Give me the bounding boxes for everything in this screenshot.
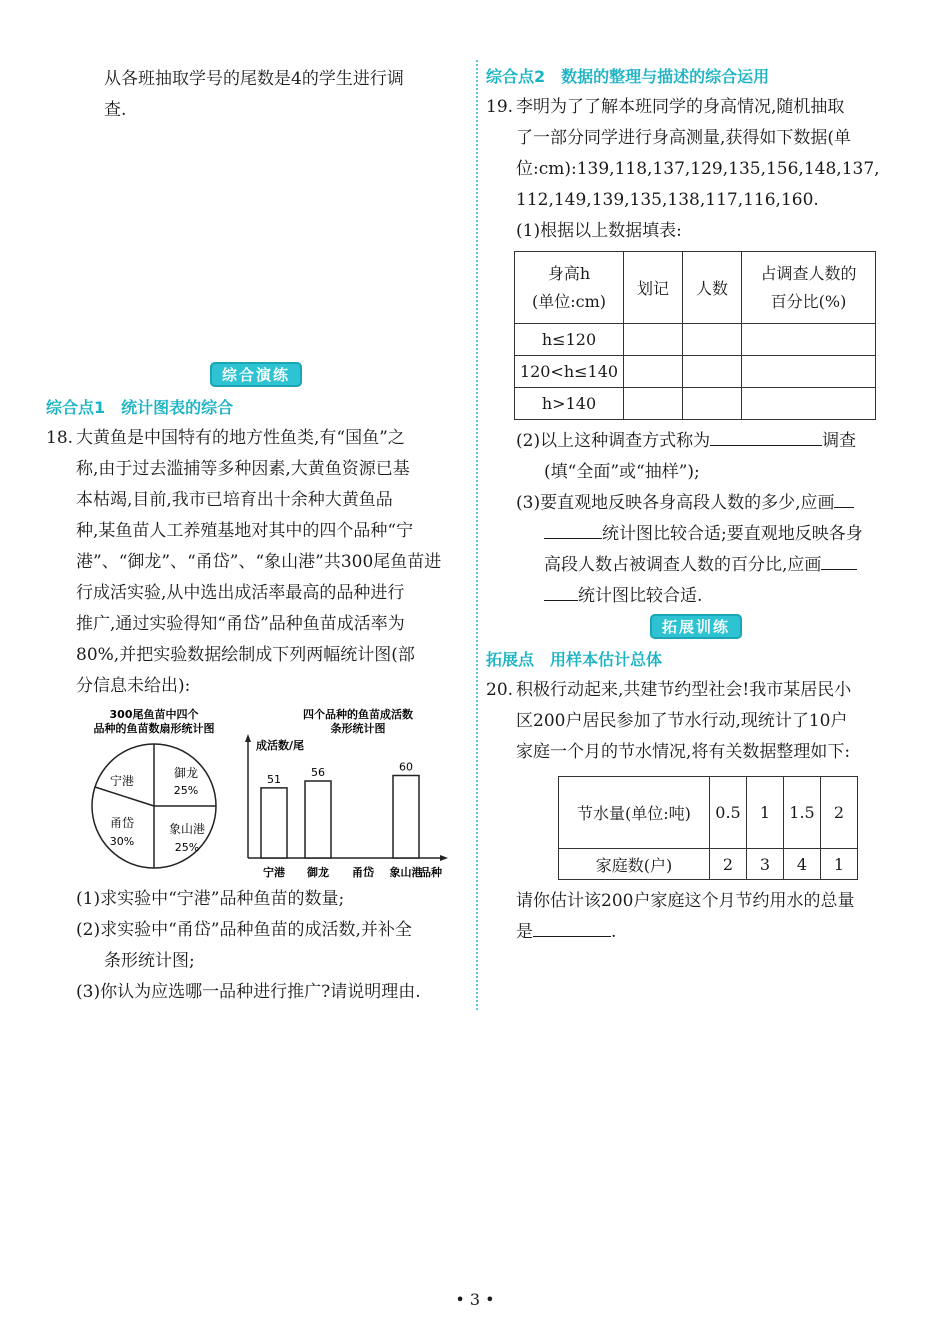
pie-title-line2: 品种的鱼苗数扇形统计图 (93, 722, 215, 735)
table-row (515, 388, 876, 420)
answer-blank[interactable] (821, 551, 857, 570)
q19-line (486, 92, 906, 123)
page-number: • 3 • (455, 1290, 495, 1309)
pie-label-yulong: 御龙 (173, 766, 199, 780)
point1-title: 统计图表的综合 (121, 398, 234, 417)
blank-cell[interactable] (742, 388, 876, 420)
q18-text: 大黄鱼是中国特有的地方性鱼类,有“国鱼”之 (76, 428, 405, 448)
bar-chart (236, 704, 466, 884)
q20-ask-answer (486, 917, 906, 948)
q18-sub-3: (3)你认为应选哪一品种进行推广?请说明理由. (76, 982, 421, 1002)
q18-sub-1: (1)求实验中“宁港”品种鱼苗的数量; (76, 889, 345, 909)
row-label: 家庭数(户) (559, 849, 710, 880)
continued-line-2: 查. (104, 100, 127, 120)
water-table (558, 776, 858, 880)
header-text: 身高h (547, 263, 591, 283)
table-cell: 4 (784, 849, 821, 880)
q19-part1: (1)根据以上数据填表: (516, 221, 682, 241)
q20-ask-text: 是 (516, 922, 533, 942)
blank-cell[interactable] (742, 356, 876, 388)
header-tally: 划记 (624, 252, 683, 324)
header-percent (742, 252, 876, 324)
q19-text: 李明为了了解本班同学的身高情况,随机抽取 (516, 97, 845, 117)
row-label: h>140 (515, 388, 624, 420)
q18-sub-2-cont: 条形统计图; (104, 951, 195, 971)
pie-title-line1: 300尾鱼苗中四个 (109, 708, 199, 721)
x-axis-label: 品种 (420, 866, 442, 879)
bar-0 (261, 788, 287, 858)
q18-line: 本枯竭,目前,我市已培育出十余种大黄鱼品 (76, 490, 393, 510)
question-19 (486, 92, 906, 612)
answer-blank[interactable] (533, 918, 611, 937)
blank-cell[interactable] (683, 388, 742, 420)
header-text: 百分比(%) (770, 291, 847, 311)
question-20 (486, 675, 906, 948)
blank-cell[interactable] (624, 388, 683, 420)
section-heading-point1 (46, 393, 466, 423)
ext-tag: 拓展点 (486, 650, 535, 669)
table-cell: 1 (821, 849, 858, 880)
section-banner-tuozhan: 拓展训练 (650, 614, 742, 639)
bar-value-label: 60 (399, 760, 413, 774)
q19-part2-text: (2)以上这种调查方式称为 (516, 431, 711, 451)
table-cell: 0.5 (710, 777, 747, 849)
ext-title: 用样本估计总体 (550, 650, 663, 669)
bar-title-line1: 四个品种的鱼苗成活数 (303, 708, 413, 721)
row-label: h≤120 (515, 324, 624, 356)
q18-line: 80%,并把实验数据绘制成下列两幅统计图(部 (76, 645, 415, 665)
header-text: 占调查人数的 (760, 263, 857, 283)
x-tick-label: 宁港 (263, 866, 285, 879)
q19-part3-text: (3)要直观地反映各身高段人数的多少,应画 (516, 493, 835, 513)
q18-line: 种,某鱼苗人工养殖基地对其中的四个品种“宁 (76, 521, 414, 541)
table-row (559, 849, 858, 880)
row-label: 节水量(单位:吨) (559, 777, 710, 849)
q19-line: 112,149,139,135,138,117,116,160. (516, 190, 819, 210)
table-row (559, 777, 858, 849)
bar-value-label: 51 (267, 772, 281, 786)
answer-blank[interactable] (544, 582, 578, 601)
q20-ask: 请你估计该200户家庭这个月节约用水的总量 (516, 891, 855, 911)
blank-cell[interactable] (624, 324, 683, 356)
y-axis-arrow (245, 734, 251, 742)
q19-line: 位:cm):139,118,137,129,135,156,148,137, (516, 159, 880, 179)
q18-sub-2: (2)求实验中“甬岱”品种鱼苗的成活数,并补全 (76, 920, 412, 940)
q19-line: 了一部分同学进行身高测量,获得如下数据(单 (516, 128, 852, 148)
q20-number: 20. (486, 680, 514, 700)
q19-part3-line (486, 581, 906, 612)
banner-wrap (486, 614, 906, 639)
right-column (486, 56, 906, 948)
table-cell: 1 (747, 777, 784, 849)
q20-line: 区200户居民参加了节水行动,现统计了10户 (516, 711, 848, 731)
q19-part3-line (486, 488, 906, 519)
q18-subquestions (46, 884, 466, 1008)
q20-line: 家庭一个月的节水情况,将有关数据整理如下: (516, 742, 851, 762)
q19-part2-suffix: 调查 (822, 431, 857, 451)
q20-line (486, 675, 906, 706)
q18-line: 称,由于过去滥捕等多种因素,大黄鱼资源已基 (76, 459, 410, 479)
pie-chart (74, 704, 234, 884)
q19-part2-hint: (填“全面”或“抽样”); (544, 462, 700, 482)
q19-part3-text: 统计图比较合适. (578, 586, 703, 606)
section-heading-ext (486, 645, 906, 675)
q19-part2 (486, 426, 906, 457)
x-axis-arrow (440, 855, 448, 861)
left-column (46, 56, 466, 1008)
q20-ask-end: . (611, 922, 617, 942)
q18-line: 港”、“御龙”、“甬岱”、“象山港”共300尾鱼苗进 (76, 552, 442, 572)
pie-label-ninggang: 宁港 (109, 774, 135, 788)
pie-label-xiangshangang: 象山港 (168, 822, 206, 836)
q18-line (46, 423, 466, 454)
section-banner-zonghe: 综合演练 (210, 362, 302, 387)
point2-title: 数据的整理与描述的综合运用 (561, 67, 770, 86)
pie-value-yongdai: 30% (109, 835, 135, 848)
bar-1 (305, 781, 331, 858)
header-text: (单位:cm) (531, 291, 606, 311)
q19-part3-line (486, 550, 906, 581)
blank-cell[interactable] (624, 356, 683, 388)
table-header-row (515, 252, 876, 324)
table-cell: 2 (710, 849, 747, 880)
banner-wrap (46, 362, 466, 387)
row-label: 120<h≤140 (515, 356, 624, 388)
x-tick-label: 御龙 (307, 866, 329, 879)
answer-blank[interactable] (544, 520, 602, 539)
q20-text: 积极行动起来,共建节约型社会!我市某居民小 (516, 680, 852, 700)
point1-tag: 综合点1 (46, 398, 106, 417)
height-table (514, 251, 876, 420)
q19-part3-text: 高段人数占被调查人数的百分比,应画 (544, 555, 822, 575)
pie-label-yongdai: 甬岱 (109, 816, 135, 830)
continued-line-1: 从各班抽取学号的尾数是4的学生进行调 (104, 69, 404, 89)
x-tick-label: 甬岱 (352, 866, 374, 879)
q18-line: 推广,通过实验得知“甬岱”品种鱼苗成活率为 (76, 614, 405, 634)
table-cell: 3 (747, 849, 784, 880)
blank-cell[interactable] (683, 324, 742, 356)
bars-group (261, 761, 423, 880)
answer-blank[interactable] (710, 427, 822, 446)
table-row (515, 324, 876, 356)
blank-cell[interactable] (683, 356, 742, 388)
q18-number: 18. (46, 428, 74, 448)
q19-number: 19. (486, 97, 514, 117)
bar-3 (393, 776, 419, 859)
section-heading-point2 (486, 62, 906, 92)
q19-part3-line (486, 519, 906, 550)
answer-blank[interactable] (834, 489, 854, 508)
bar-value-label: 56 (311, 766, 325, 779)
header-height (515, 252, 624, 324)
pie-value-xiangshangang: 25% (174, 841, 200, 854)
q18-line: 行成活实验,从中选出成活率最高的品种进行 (76, 583, 405, 603)
q18-line: 分信息未给出): (76, 676, 191, 696)
bar-title-line2: 条形统计图 (330, 722, 386, 735)
y-axis-label: 成活数/尾 (256, 739, 305, 752)
table-cell: 1.5 (784, 777, 821, 849)
question-18 (46, 423, 466, 702)
pie-value-yulong: 25% (173, 784, 199, 797)
column-divider (476, 60, 478, 1010)
table-cell: 2 (821, 777, 858, 849)
blank-cell[interactable] (742, 324, 876, 356)
header-count: 人数 (683, 252, 742, 324)
point2-tag: 综合点2 (486, 67, 546, 86)
q19-part3-text: 统计图比较合适;要直观地反映各身 (602, 524, 863, 544)
table-row (515, 356, 876, 388)
x-tick-label: 象山港 (389, 866, 423, 879)
q18-figures (46, 704, 466, 884)
